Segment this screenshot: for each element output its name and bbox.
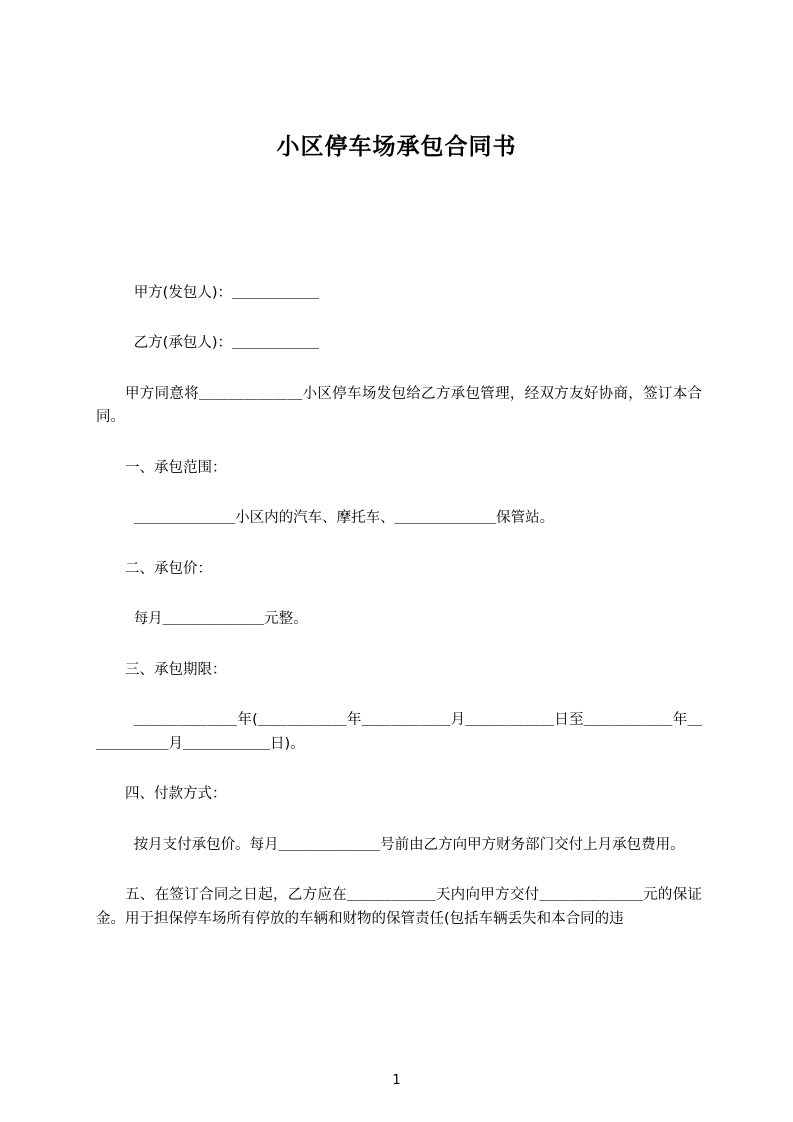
paragraph-clause-4-body: 按月支付承包价。每月＿＿＿＿＿＿＿号前由乙方向甲方财务部门交付上月承包费用。 [133,836,685,853]
paragraph-party-a: 甲方(发包人)：＿＿＿＿＿＿ [133,285,320,301]
heading-clause-4: 四、付款方式： [125,786,227,803]
paragraph-preamble: 甲方同意将＿＿＿＿＿＿＿小区停车场发包给乙方承包管理，经双方友好协商，签订本合同。 [96,385,702,426]
page-title: 小区停车场承包合同书 [276,134,517,160]
heading-clause-2: 二、承包价： [125,560,212,577]
paragraph-clause-1-body: ＿＿＿＿＿＿＿小区内的汽车、摩托车、＿＿＿＿＿＿＿保管站。 [133,510,555,527]
page-number: 1 [392,1073,401,1088]
document-body [96,282,702,958]
heading-clause-3: 三、承包期限： [125,661,227,678]
paragraph-clause-2-body: 每月＿＿＿＿＿＿＿元整。 [133,611,308,628]
heading-clause-1: 一、承包范围： [125,459,227,476]
paragraph-clause-3-body: ＿＿＿＿＿＿＿年(＿＿＿＿＿＿年＿＿＿＿＿＿月＿＿＿＿＿＿日至＿＿＿＿＿＿年＿＿＿＿＿＿月＿＿＿＿＿＿日)。 [96,712,702,752]
paragraph-party-b: 乙方(承包人)：＿＿＿＿＿＿ [133,335,320,352]
paragraph-clause-5-body: 五、在签订合同之日起，乙方应在＿＿＿＿＿＿天内向甲方交付＿＿＿＿＿＿＿元的保证金。用于担保停车场所有停放的车辆和财物的保管责任(包括车辆丢失和本合同的违 [96,887,702,927]
